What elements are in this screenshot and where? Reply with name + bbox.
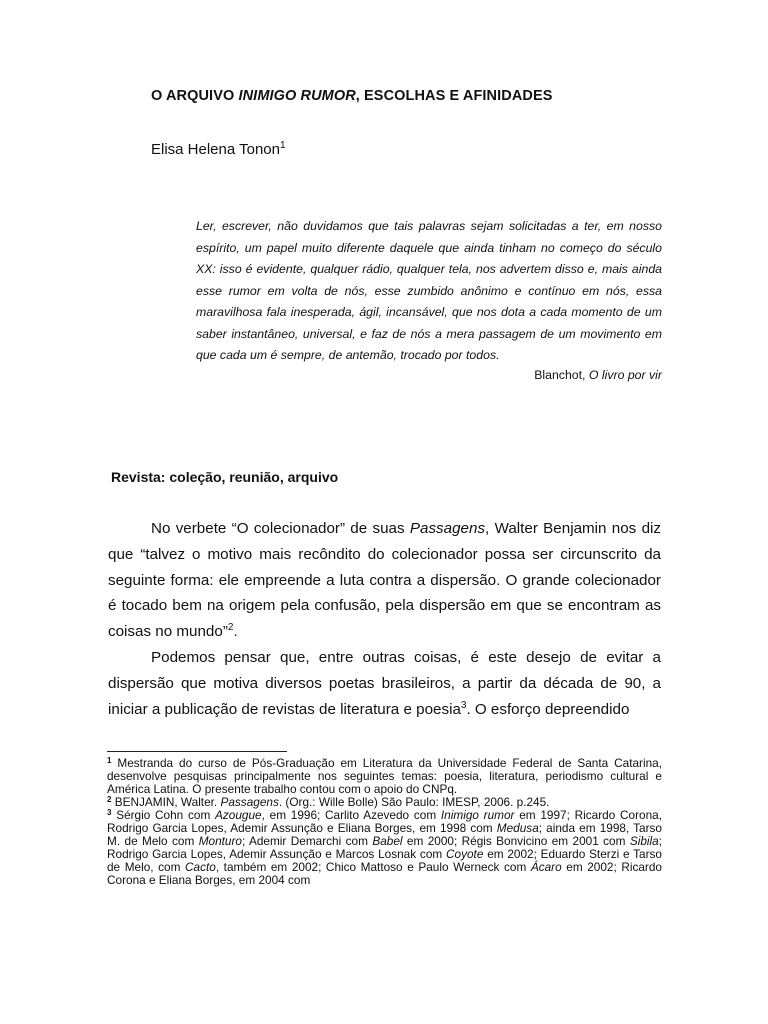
footnote-3-title: Inimigo rumor [440,808,515,822]
footnote-3-text: em 2002; Eduardo Sterzi e Tarso de Melo, com [107,847,662,874]
epigraph-quote: Ler, escrever, não duvidamos que tais palavras sejam solicitadas a ter, em nosso espírito, um papel muito diferente daquele que ainda tinham no começo do século XX: isso é evidente, qualquer rádio, qualquer tela, nos advertem disso e, mais ainda esse rumor em volta de nós, esse zumbido anônimo e contínuo em nós, essa maravilhosa fala inesperada, ágil, incansável, que nos dota a cada momento de um saber instantâneo, universal, e faz de nós a mera passagem de um movimento em que cada um é sempre, de antemão, trocado por todos. [196,219,662,362]
footnote-3-title: Monturo [198,834,242,848]
footnote-2-text-a: BENJAMIN, Walter. [111,795,221,809]
footnote-3-title: Cacto [184,860,216,874]
footnote-3-text: ; ainda em 1998, Tarso M. de Melo com [107,821,662,848]
footnote-2-italic: Passagens [220,795,279,809]
footnote-3 [107,809,662,887]
p1-text-c: , Walter Benjamin nos diz que “talvez o motivo mais recôndito do colecionador possa ser circunscrito da seguinte forma: ele empreende a luta contra a dispersão. O grande colecionador é tocado bem na origem pela confusão, pela dispersão em que se encontram as coisas no mundo” [108,520,661,641]
footnote-3-text: ; Ademir Demarchi com [241,834,373,848]
footnote-3-text: , em 1996; Carlito Azevedo com [261,808,441,822]
footnote-3-title: Sibila [629,834,659,848]
footnote-3-number: 3 [107,808,112,817]
title-italic: INIMIGO RUMOR [238,88,356,104]
body-text [108,516,661,722]
p1-text-a: No verbete “O colecionador” de suas [151,520,410,537]
footnote-3-text: ; Rodrigo Garcia Lopes, Ademir Assunção e Marcos Losnak com [107,834,662,861]
attribution-work: O livro por vir [588,368,662,382]
title-suffix: , ESCOLHAS E AFINIDADES [355,88,553,104]
footnote-ref-2[interactable]: 2 [227,622,234,634]
footnote-3-title: Babel [372,834,403,848]
section-heading: Revista: coleção, reunião, arquivo [111,469,339,485]
footnote-ref-1[interactable]: 1 [279,140,286,151]
footnote-3-text: Sérgio Cohn com [111,808,216,822]
footnote-3-text: em 2002; Ricardo Corona e Eliana Borges, em 2004 com [107,860,662,887]
author-name: Elisa Helena Tonon [151,141,280,158]
p1-end: . [233,623,238,641]
footnote-3-title: Azougue [215,808,262,822]
paragraph-2 [108,645,661,722]
article-title [151,88,553,104]
footnote-3-text: em 1997; Ricardo Corona, Rodrigo Garcia Lopes, Ademir Assunção e Eliana Borges, em 1998 com [107,808,663,835]
footnote-3-title: Coyote [446,847,484,861]
p2-text-b: . O esforço depreendido [466,700,630,718]
p2-text-a: Podemos pensar que, entre outras coisas, é este desejo de evitar a dispersão que motiva diversos poetas brasileiros, a partir da década de 90, a iniciar a publicação de revistas de literatura e poesia [108,648,661,718]
footnote-1 [107,757,662,796]
footnote-2-text-c: . (Org.: Wille Bolle) São Paulo: IMESP, 2006. p.245. [278,795,550,809]
title-prefix: O ARQUIVO [151,88,239,104]
footnote-3-text: , também em 2002; Chico Mattoso e Paulo Werneck com [215,860,531,874]
paragraph-1 [108,516,661,645]
footnote-separator [107,751,287,752]
p1-italic: Passagens [409,520,486,537]
footnote-3-title: Medusa [496,821,539,835]
footnote-ref-3[interactable]: 3 [460,699,467,711]
footnotes [107,757,662,887]
epigraph-attribution [534,368,662,382]
footnote-3-text: em 2000; Régis Bonvicino em 2001 com [402,834,630,848]
footnote-2-number: 2 [107,795,112,804]
footnote-3-title: Ácaro [530,860,562,874]
attribution-author: Blanchot, [534,368,589,382]
footnote-1-number: 1 [107,756,112,765]
author-line [151,140,286,158]
footnote-1-text: Mestranda do curso de Pós-Graduação em Literatura da Universidade Federal de Santa Catarina, desenvolve pesquisas principalmente nos seguintes temas: poesia, literatura, periodismo cultural e América Latina. O presente trabalho contou com o apoio do CNPq. [107,756,662,796]
